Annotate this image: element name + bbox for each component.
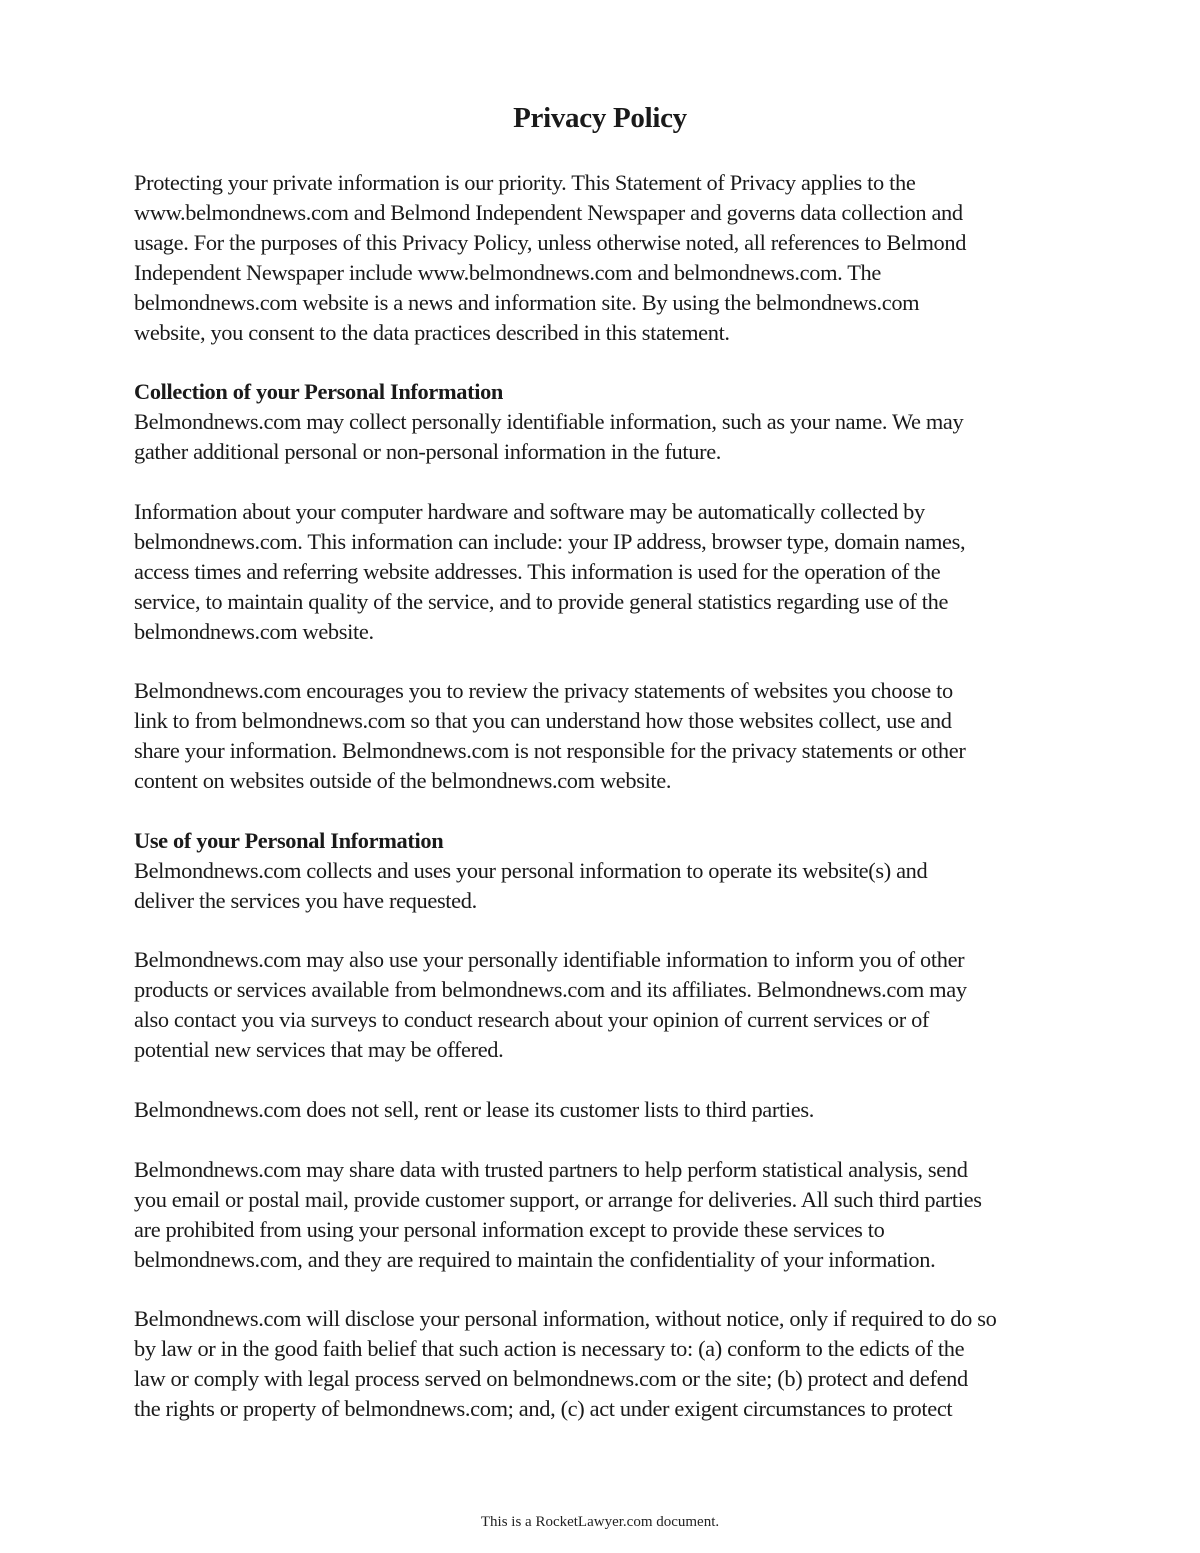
text-line: belmondnews.com website. — [134, 618, 374, 644]
text-line: you email or postal mail, provide customer support, or arrange for deliveries. All such third parties — [134, 1186, 982, 1212]
paragraph — [134, 1304, 1094, 1424]
text-line: Belmondnews.com encourages you to review the privacy statements of websites you choose to — [134, 678, 953, 704]
text-line: Belmondnews.com may collect personally identifiable information, such as your name. We may — [134, 409, 964, 435]
paragraph — [134, 945, 1094, 1065]
text-line: www.belmondnews.com and Belmond Independent Newspaper and governs data collection and — [134, 199, 963, 225]
text-line: gather additional personal or non-personal information in the future. — [134, 439, 722, 465]
text-line: law or comply with legal process served on belmondnews.com or the site; (b) protect and defend — [134, 1366, 968, 1392]
intro-paragraph — [134, 168, 1094, 347]
text-line: the rights or property of belmondnews.com; and, (c) act under exigent circumstances to protect — [134, 1396, 953, 1422]
text-line: belmondnews.com. This information can include: your IP address, browser type, domain names, — [134, 528, 966, 554]
text-line: usage. For the purposes of this Privacy Policy, unless otherwise noted, all references to Belmond — [134, 229, 967, 255]
text-line: link to from belmondnews.com so that you can understand how those websites collect, use and — [134, 708, 952, 734]
text-line: Belmondnews.com does not sell, rent or lease its customer lists to third parties. — [134, 1097, 814, 1122]
document-footer: This is a RocketLawyer.com document. — [480, 1514, 720, 1530]
paragraph — [134, 1155, 1094, 1275]
document-body — [134, 168, 1094, 1454]
paragraph — [134, 377, 1094, 467]
text-line: access times and referring website addresses. This information is used for the operation of the — [134, 558, 941, 584]
text-line: belmondnews.com, and they are required to maintain the confidentiality of your information. — [134, 1246, 936, 1272]
text-line: also contact you via surveys to conduct research about your opinion of current services or of — [134, 1007, 930, 1033]
text-line: Belmondnews.com collects and uses your personal information to operate its website(s) and — [134, 857, 928, 883]
text-line: products or services available from belmondnews.com and its affiliates. Belmondnews.com may — [134, 977, 967, 1003]
text-line: potential new services that may be offered. — [134, 1037, 504, 1063]
text-line: Belmondnews.com may share data with trusted partners to help perform statistical analysis, send — [134, 1156, 968, 1182]
page-title: Privacy Policy — [513, 102, 687, 134]
text-line: belmondnews.com website is a news and information site. By using the belmondnews.com — [134, 289, 920, 315]
paragraph — [134, 497, 1094, 647]
text-line: service, to maintain quality of the service, and to provide general statistics regarding use of the — [134, 588, 949, 614]
text-line: share your information. Belmondnews.com is not responsible for the privacy statements or other — [134, 738, 966, 764]
text-line: by law or in the good faith belief that such action is necessary to: (a) conform to the edicts of the — [134, 1336, 965, 1362]
text-line: content on websites outside of the belmondnews.com website. — [134, 768, 672, 794]
text-line: Belmondnews.com will disclose your personal information, without notice, only if required to do so — [134, 1306, 997, 1332]
section-use — [134, 826, 1094, 1424]
text-line: Independent Newspaper include www.belmondnews.com and belmondnews.com. The — [134, 259, 881, 285]
paragraph — [134, 1095, 1094, 1125]
text-line: Protecting your private information is our priority. This Statement of Privacy applies to the — [134, 170, 916, 195]
paragraph — [134, 676, 1094, 796]
section-heading: Use of your Personal Information — [134, 827, 444, 853]
text-line: are prohibited from using your personal information except to provide these services to — [134, 1216, 885, 1242]
paragraph — [134, 826, 1094, 916]
text-line: Belmondnews.com may also use your personally identifiable information to inform you of other — [134, 947, 965, 973]
section-heading: Collection of your Personal Information — [134, 379, 504, 405]
text-line: Information about your computer hardware and software may be automatically collected by — [134, 498, 925, 524]
text-line: website, you consent to the data practices described in this statement. — [134, 319, 730, 345]
text-line: deliver the services you have requested. — [134, 887, 477, 913]
section-collection — [134, 377, 1094, 796]
